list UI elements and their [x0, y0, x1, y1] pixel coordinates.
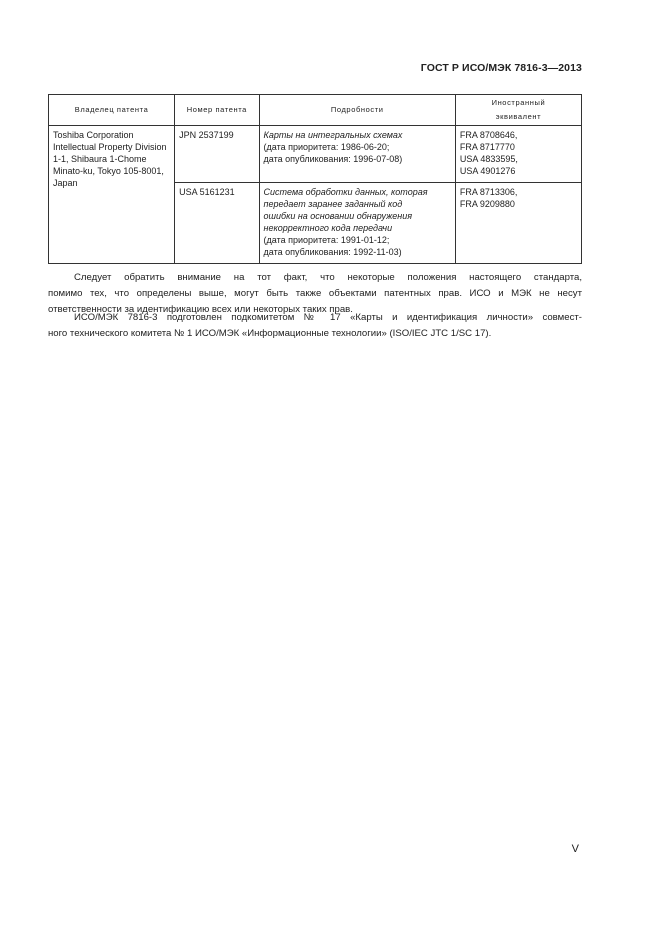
owner-cell: Toshiba Corporation Intellectual Property Division 1-1, Shibaura 1-Chome Minato-ku, Tokyo 105-8001, Japan: [49, 126, 175, 264]
page-number: V: [571, 843, 579, 855]
preparation-paragraph: ИСО/МЭК 7816-3 подготовлен подкомитетом № 17 «Карты и идентификация личности» совмест- ного технического комитета № 1 ИСО/МЭК «Информационные технологии» (ISO/IEC JTC 1/SC 17).: [48, 312, 582, 339]
column-header-details: Подробности: [259, 95, 455, 126]
equivalents-cell: FRA 8708646, FRA 8717770 USA 4833595, USA 4901276: [455, 126, 581, 183]
details-cell: Система обработки данных, которая передает заранее заданный код ошибки на основании обнаружения некорректного кода передачи (дата приоритета: 1991-01-12; дата опубликования: 1992-11-03): [259, 183, 455, 264]
document-header: ГОСТ Р ИСО/МЭК 7816-3—2013: [420, 62, 582, 74]
table-header-row: [49, 95, 582, 126]
table-row: [49, 126, 582, 183]
column-header-equivalent: Иностранный эквивалент: [455, 95, 581, 126]
column-header-owner: Владелец патента: [49, 95, 175, 126]
patent-table: [48, 94, 582, 264]
patent-notice-paragraph: Следует обратить внимание на тот факт, что некоторые положения настоящего стандарта, помимо тех, что определены выше, могут быть также объектами патентных прав. ИСО и МЭК не несут ответственности за идентификацию всех или некоторых таких прав.: [48, 272, 582, 315]
equivalents-cell: FRA 8713306, FRA 9209880: [455, 183, 581, 264]
column-header-number: Номер патента: [175, 95, 259, 126]
patent-number-cell: JPN 2537199: [175, 126, 259, 183]
patent-number-cell: USA 5161231: [175, 183, 259, 264]
details-cell: Карты на интегральных схемах (дата приоритета: 1986-06-20; дата опубликования: 1996-07-08): [259, 126, 455, 183]
